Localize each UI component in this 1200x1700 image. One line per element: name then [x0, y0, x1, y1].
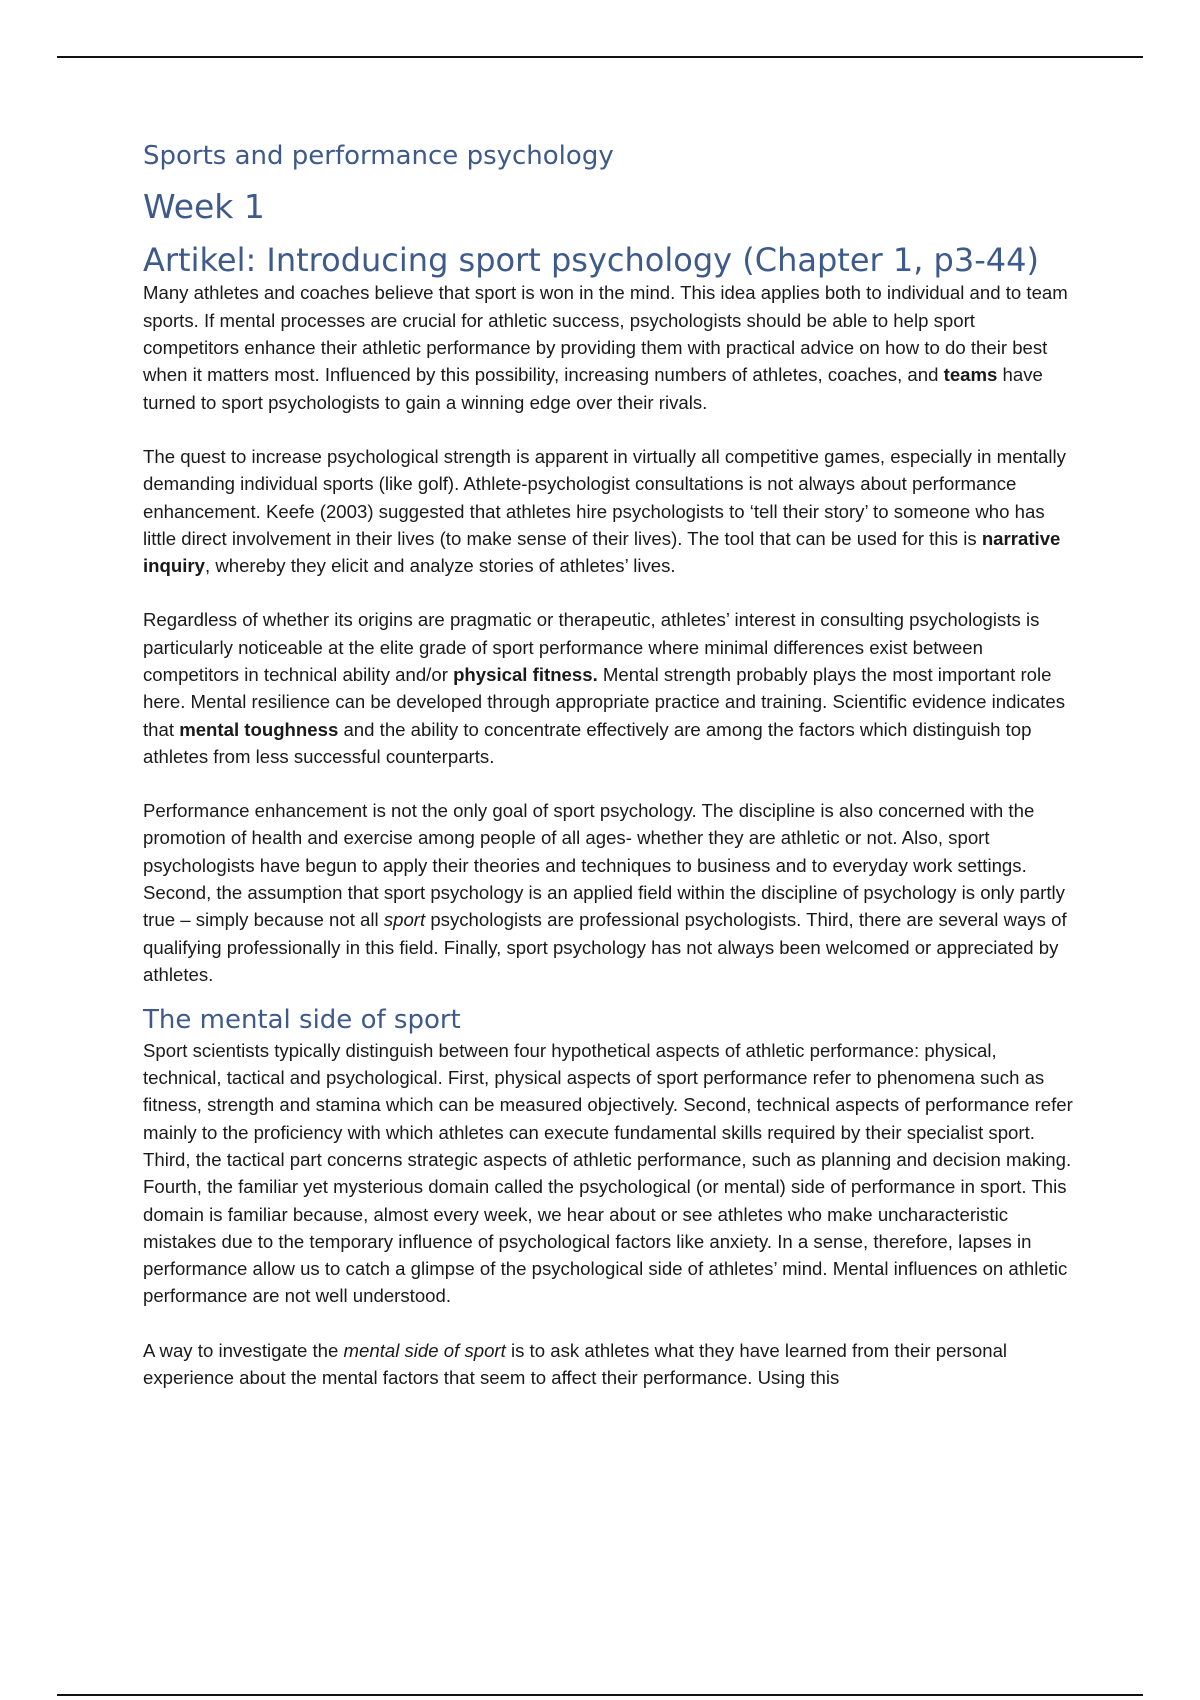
paragraph-4: Performance enhancement is not the only goal of sport psychology. The discipline is also concerned with the promotion of health and exercise among people of all ages- whether they are athletic or not. Also, sport psychologists have begun to apply their theories and techniques to business and to everyday work settings. Second, the assumption that sport psychology is an applied field within the discipline of psychology is only partly true – simply because not all sport psychologists are professional psychologists. Third, there are several ways of qualifying professionally in this field. Finally, sport psychology has not always been welcomed or appreciated by athletes.: [143, 800, 1067, 985]
italic-term-sport: sport: [383, 909, 426, 931]
header-rule: [57, 56, 1143, 58]
bold-term-teams: teams: [943, 364, 998, 386]
document-body: [143, 140, 1073, 1418]
bold-term-narrative-inquiry: narrative inquiry: [143, 527, 1061, 577]
paragraph-6: A way to investigate the mental side of sport is to ask athletes what they have learned from their personal experience about the mental factors that seem to affect their performance. Using this: [143, 1339, 1008, 1389]
paragraph-1: Many athletes and coaches believe that sport is won in the mind. This idea applies both to individual and to team sports. If mental processes are crucial for athletic success, psychologists should be able to help sport competitors enhance their athletic performance by providing them with practical advice on how to do their best when it matters most. Influenced by this possibility, increasing numbers of athletes, coaches, and teams have turned to sport psychologists to gain a winning edge over their rivals.: [143, 282, 1068, 413]
article-heading: Artikel: Introducing sport psychology (Chapter 1, p3-44): [143, 241, 1039, 280]
week-heading: Week 1: [143, 186, 265, 226]
footer-rule: [57, 1694, 1143, 1696]
section-heading: The mental side of sport: [143, 1005, 461, 1036]
italic-term-mental-side: mental side of sport: [343, 1339, 506, 1361]
course-title: Sports and performance psychology: [143, 141, 614, 171]
paragraph-2: The quest to increase psychological strength is apparent in virtually all competitive games, especially in mentally demanding individual sports (like golf). Athlete-psychologist consultations is not always about performance enhancement. Keefe (2003) suggested that athletes hire psychologists to ‘tell their story’ to someone who has little direct involvement in their lives (to make sense of their lives). The tool that can be used for this is narrative inquiry, whereby they elicit and analyze stories of athletes’ lives.: [143, 445, 1066, 577]
paragraph-5: Sport scientists typically distinguish between four hypothetical aspects of athletic performance: physical, technical, tactical and psychological. First, physical aspects of sport performance refer to phenomena such as fitness, strength and stamina which can be measured objectively. Second, technical aspects of performance refer mainly to the proficiency with which athletes can execute fundamental skills required by their specialist sport. Third, the tactical part concerns strategic aspects of athletic performance, such as planning and decision making. Fourth, the familiar yet mysterious domain called the psychological (or mental) side of performance in sport. This domain is familiar because, almost every week, we hear about or see athletes who make uncharacteristic mistakes due to the temporary influence of psychological factors like anxiety. In a sense, therefore, lapses in performance allow us to catch a glimpse of the psychological side of athletes’ mind. Mental influences on athletic performance are not well understood.: [143, 1039, 1073, 1307]
bold-term-mental-toughness: mental toughness: [179, 718, 339, 740]
paragraph-3: Regardless of whether its origins are pragmatic or therapeutic, athletes’ interest in consulting psychologists is particularly noticeable at the elite grade of sport performance where minimal differences exist between competitors in technical ability and/or physical fitness. Mental strength probably plays the most important role here. Mental resilience can be developed through appropriate practice and training. Scientific evidence indicates that mental toughness and the ability to concentrate effectively are among the factors which distinguish top athletes from less successful counterparts.: [143, 609, 1065, 767]
bold-term-physical-fitness: physical fitness.: [453, 664, 598, 685]
